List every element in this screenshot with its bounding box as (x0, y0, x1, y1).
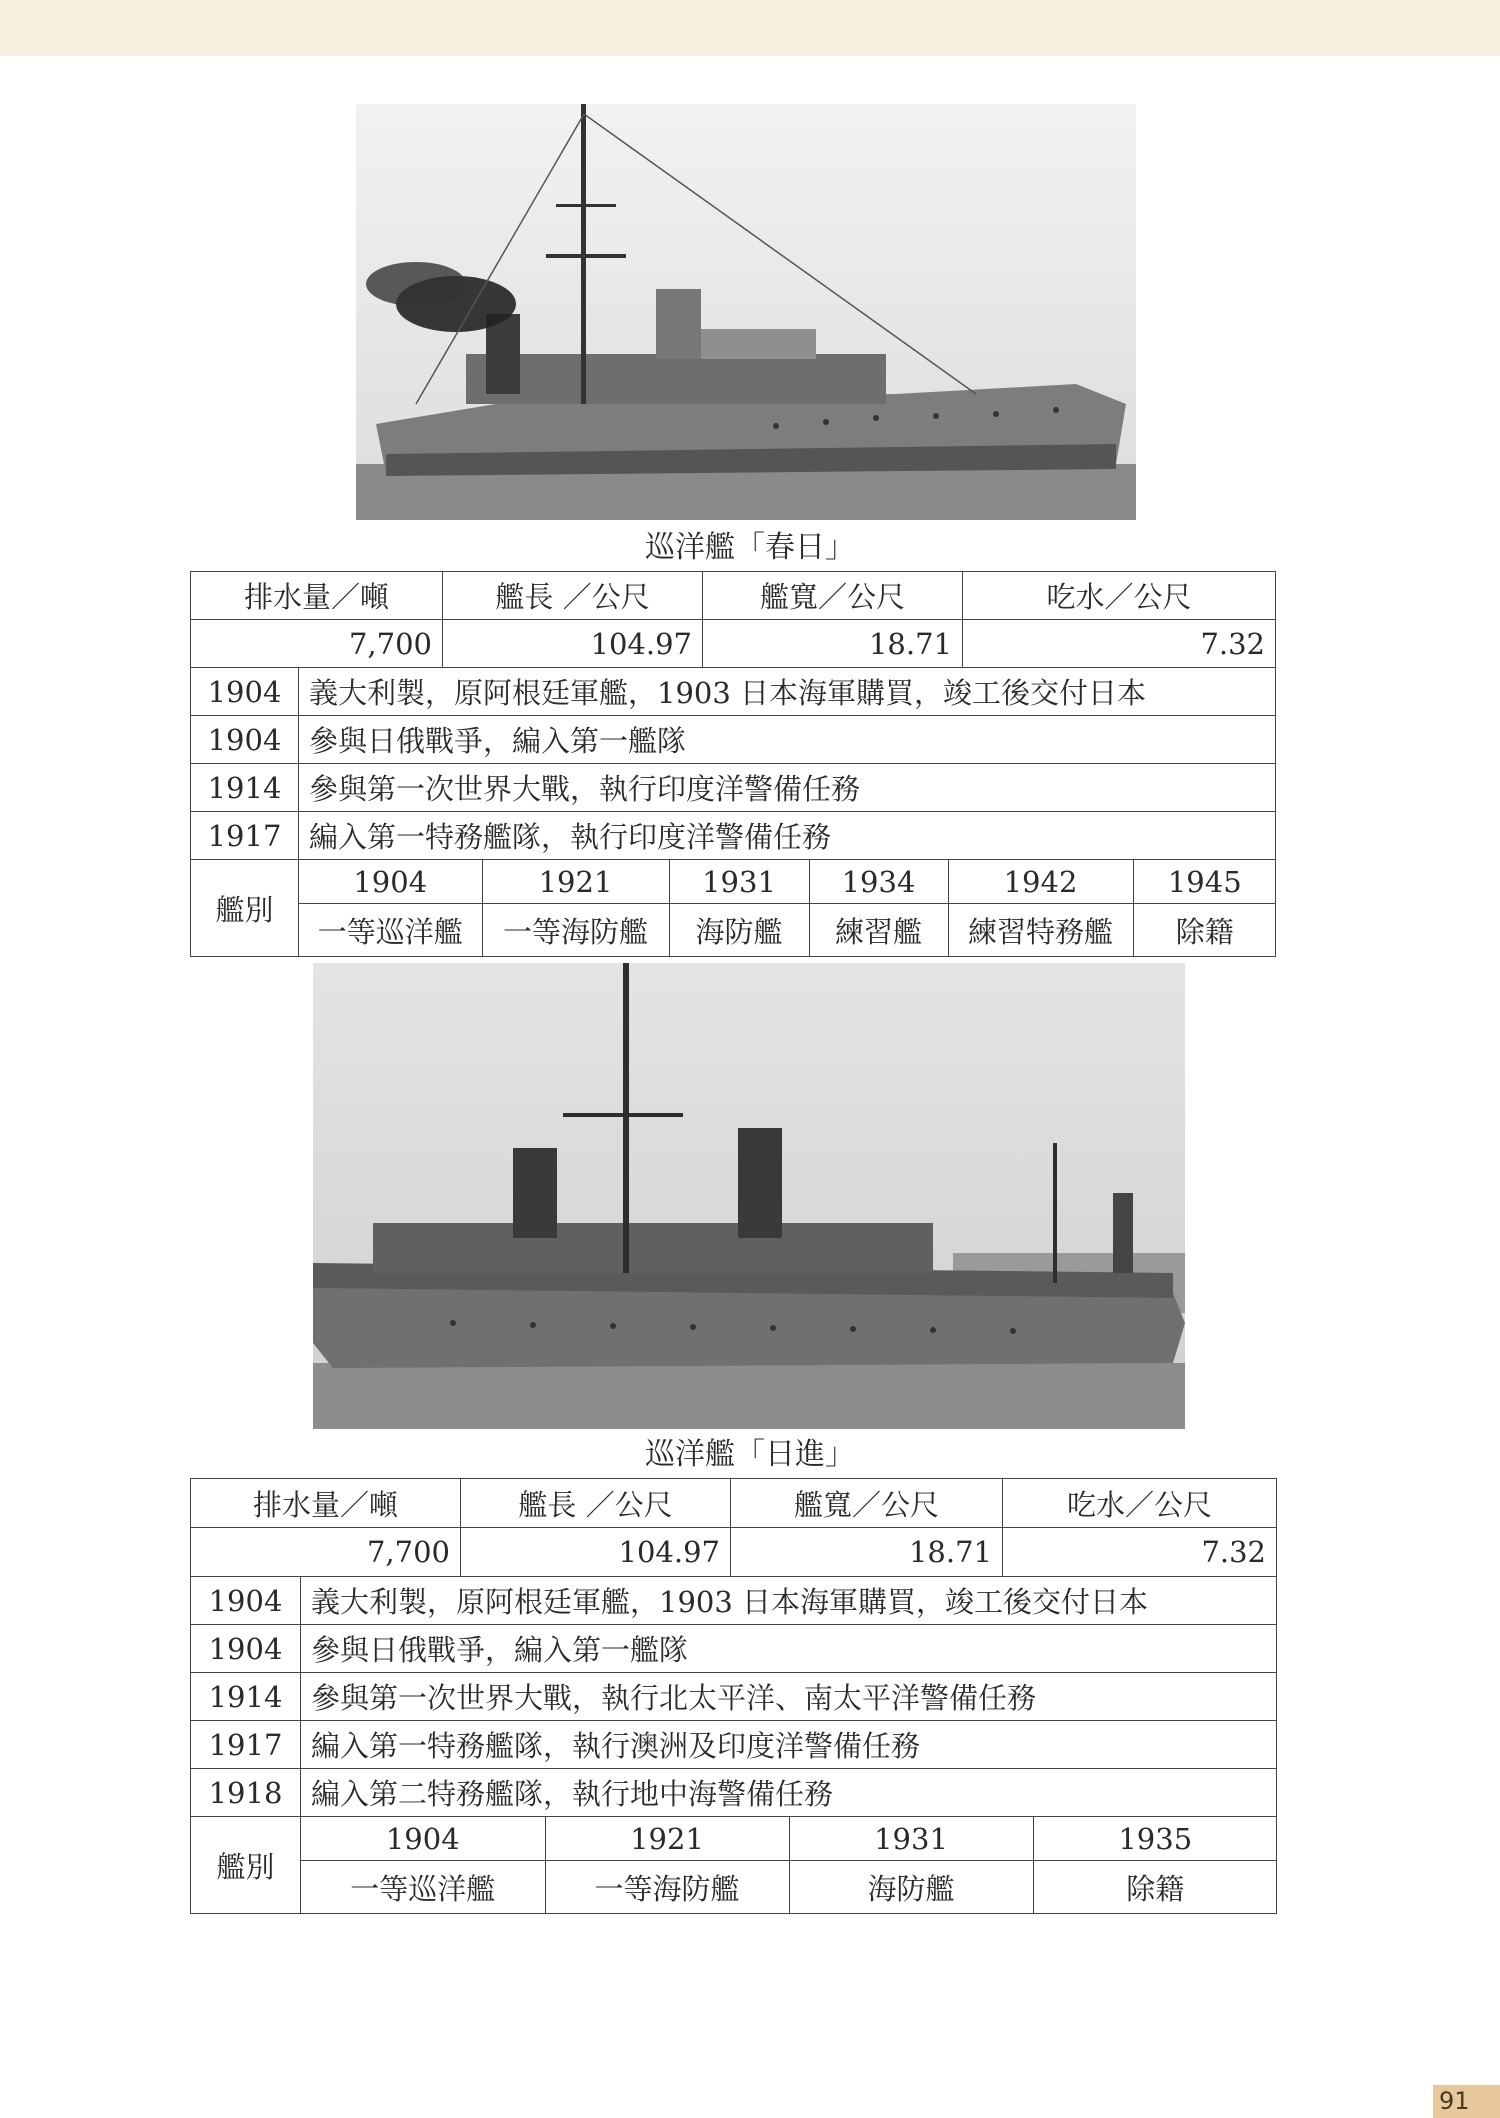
class-year: 1942 (948, 860, 1133, 904)
history-row (191, 1673, 1277, 1721)
spec-header: 吃水／公尺 (963, 572, 1276, 620)
class-history-table (301, 1817, 1277, 1913)
spec-header: 排水量／噸 (191, 572, 443, 620)
spec-header: 艦寬／公尺 (703, 572, 963, 620)
spec-value: 7.32 (963, 620, 1276, 668)
history-row (191, 1577, 1277, 1625)
history-event: 義大利製，原阿根廷軍艦，1903 日本海軍購買，竣工後交付日本 (299, 668, 1276, 716)
spec-header: 排水量／噸 (191, 1479, 461, 1528)
history-event: 參與日俄戰爭，編入第一艦隊 (299, 716, 1276, 764)
ship-caption-kasuga: 巡洋艦「春日」 (645, 530, 855, 565)
class-type: 一等海防艦 (545, 1861, 789, 1913)
history-year: 1904 (191, 1625, 301, 1673)
class-type: 一等巡洋艦 (301, 1861, 545, 1913)
history-event: 參與第一次世界大戰，執行北太平洋、南太平洋警備任務 (301, 1673, 1277, 1721)
history-row (191, 764, 1276, 812)
history-row (191, 1721, 1277, 1769)
history-row (191, 668, 1276, 716)
history-event: 參與日俄戰爭，編入第一艦隊 (301, 1625, 1277, 1673)
history-event: 編入第一特務艦隊，執行印度洋警備任務 (299, 812, 1276, 860)
class-type: 一等海防艦 (482, 904, 669, 956)
class-year: 1935 (1033, 1817, 1277, 1861)
history-year: 1904 (191, 668, 299, 716)
class-type: 海防艦 (669, 904, 809, 956)
class-year: 1921 (482, 860, 669, 904)
spec-value: 104.97 (461, 1528, 731, 1577)
spec-value: 7.32 (1003, 1528, 1277, 1577)
class-type: 海防艦 (789, 1861, 1033, 1913)
spec-value: 18.71 (703, 620, 963, 668)
class-type: 除籍 (1133, 904, 1276, 956)
spec-value: 104.97 (443, 620, 703, 668)
spec-header: 艦寬／公尺 (731, 1479, 1003, 1528)
history-event: 義大利製，原阿根廷軍艦，1903 日本海軍購買，竣工後交付日本 (301, 1577, 1277, 1625)
class-year: 1931 (789, 1817, 1033, 1861)
history-year: 1904 (191, 1577, 301, 1625)
spec-value: 7,700 (191, 1528, 461, 1577)
class-history-cell (301, 1817, 1277, 1914)
ship-photo-nisshin (313, 963, 1185, 1429)
class-history-table (299, 860, 1276, 956)
ship-caption-nisshin: 巡洋艦「日進」 (645, 1437, 855, 1472)
spec-value: 18.71 (731, 1528, 1003, 1577)
page-number: 91 (1433, 2085, 1500, 2118)
class-year: 1934 (809, 860, 948, 904)
class-year: 1931 (669, 860, 809, 904)
warship-photo-icon (313, 963, 1185, 1429)
spec-header: 吃水／公尺 (1003, 1479, 1277, 1528)
class-type: 練習艦 (809, 904, 948, 956)
warship-photo-icon (356, 104, 1136, 520)
history-year: 1918 (191, 1769, 301, 1817)
class-year: 1921 (545, 1817, 789, 1861)
ship-spec-table-kasuga (190, 571, 1276, 957)
history-event: 編入第一特務艦隊，執行澳洲及印度洋警備任務 (301, 1721, 1277, 1769)
history-row (191, 1625, 1277, 1673)
history-row (191, 812, 1276, 860)
history-year: 1917 (191, 1721, 301, 1769)
class-type: 練習特務艦 (948, 904, 1133, 956)
class-year: 1945 (1133, 860, 1276, 904)
class-history-cell (299, 860, 1276, 957)
spec-header: 艦長 ／公尺 (443, 572, 703, 620)
class-label: 艦別 (191, 1817, 301, 1914)
history-year: 1917 (191, 812, 299, 860)
history-event: 參與第一次世界大戰，執行印度洋警備任務 (299, 764, 1276, 812)
ship-photo-kasuga (356, 104, 1136, 520)
class-label: 艦別 (191, 860, 299, 957)
history-year: 1914 (191, 1673, 301, 1721)
history-event: 編入第二特務艦隊，執行地中海警備任務 (301, 1769, 1277, 1817)
spec-value: 7,700 (191, 620, 443, 668)
ship-spec-table-nisshin (190, 1478, 1277, 1914)
history-year: 1914 (191, 764, 299, 812)
history-row (191, 1769, 1277, 1817)
history-year: 1904 (191, 716, 299, 764)
class-year: 1904 (301, 1817, 545, 1861)
class-type: 一等巡洋艦 (299, 904, 482, 956)
history-row (191, 716, 1276, 764)
class-year: 1904 (299, 860, 482, 904)
class-type: 除籍 (1033, 1861, 1277, 1913)
top-band (0, 0, 1500, 56)
spec-header: 艦長 ／公尺 (461, 1479, 731, 1528)
